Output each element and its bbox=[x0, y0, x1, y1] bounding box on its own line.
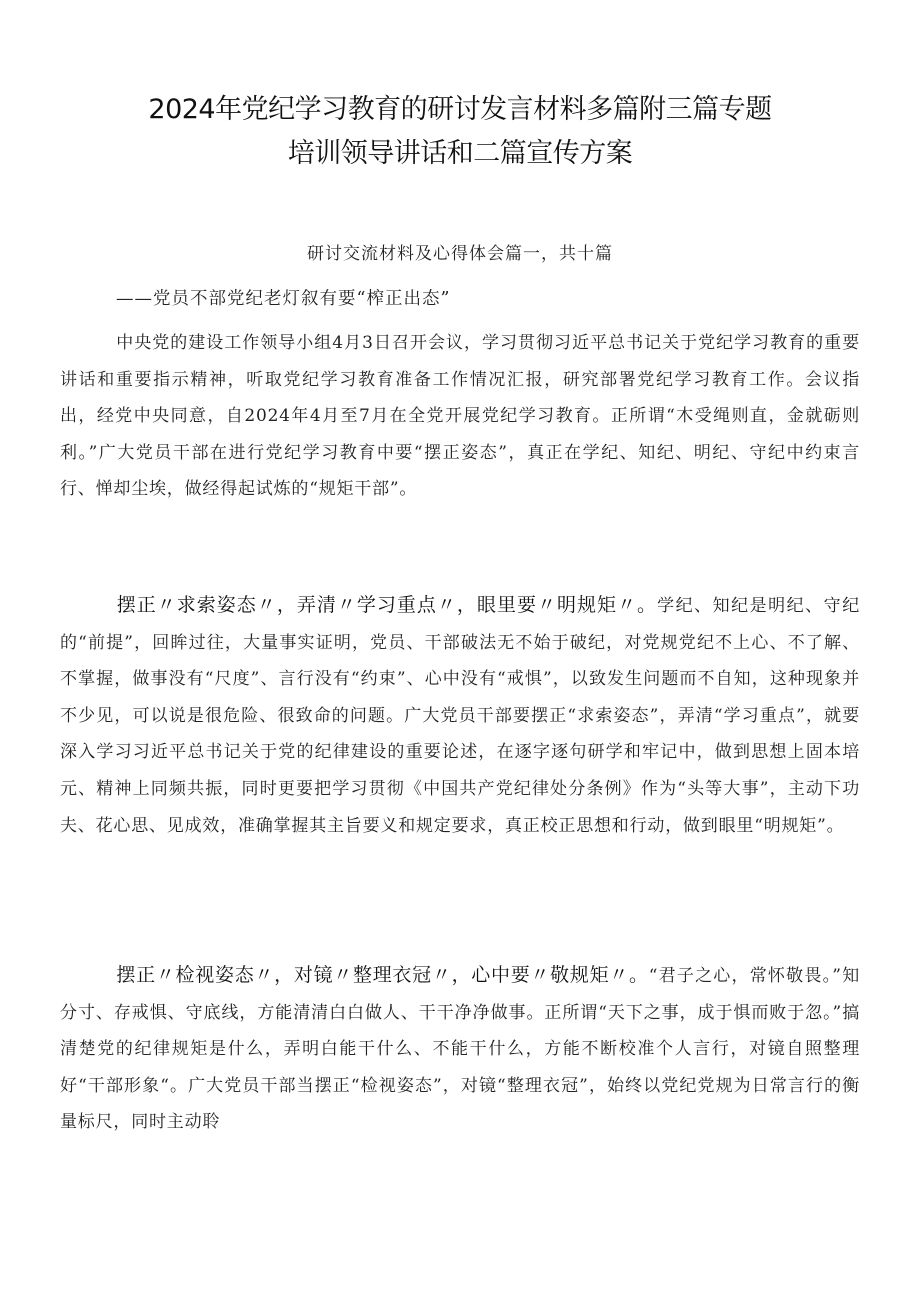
section-subtitle: 研讨交流材料及心得体会篇一，共十篇 bbox=[307, 244, 613, 264]
document-title-line-1: 2024年党纪学习教育的研讨发言材料多篇附三篇专题 bbox=[148, 94, 772, 125]
paragraph-2-text: 学纪、知纪是明纪、守纪的“前提”，回眸过往，大量事实证明，党员、干部破法无不始于破纪，对党规党纪不上心、不了解、不掌握，做事没有“尺度”、言行没有“约束”、心中没有“戒惧”，以致发生问题而不自知，这种现象并不少见，可以说是很危险、很致命的问题。广大党员干部要摆正“求索姿态”，弄清“学习重点”，就要深入学习习近平总书记关于党的纪律建设的重要论述，在逐字逐句研学和牢记中，做到思想上固本培元、精神上同频共振，同时更要把学习贯彻《中国共产党纪律处分条例》作为“头等大事”，主动下功夫、花心思、见成效，准确掌握其主旨要义和规定要求，真正校正思想和行动，做到眼里“明规矩”。 bbox=[60, 596, 860, 836]
paragraph-3-lead: 摆正〃检视姿态〃，对镜〃整理衣冠〃，心中要〃敬规矩〃。 bbox=[116, 964, 649, 986]
paragraph-3-text: “君子之心，常怀敬畏。”知分寸、存戒惧、守底线，方能清清白白做人、干干净净做事。正所谓“天下之事，成于惧而败于忽。”搞清楚党的纪律规矩是什么，弄明白能干什么、不能干什么，方能不断校准个人言行，对镜自照整理好“干部形象“。广大党员干部当摆正“检视姿态”，对镜“整理衣冠”，始终以党纪党规为日常言行的衡量标尺，同时主动聆 bbox=[60, 966, 860, 1133]
document-title-line-2: 培训领导讲话和二篇宣传方案 bbox=[287, 138, 633, 169]
paragraph-1-text: 中央党的建设工作领导小组4月3日召开会议，学习贯彻习近平总书记关于党纪学习教育的重要讲话和重要指示精神，听取党纪学习教育准备工作情况汇报，研究部署党纪学习教育工作。会议指出，经党中央同意，自2024年4月至7月在全党开展党纪学习教育。正所谓“木受绳则直，金就砺则利。”广大党员干部在进行党纪学习教育中要“摆正姿态”，真正在学纪、知纪、明纪、守纪中约束言行、惮却尘埃，做经得起试炼的“规矩干部”。 bbox=[60, 333, 860, 500]
paragraph-1 bbox=[60, 325, 860, 508]
paragraph-3 bbox=[60, 957, 860, 1141]
paragraph-2-lead: 摆正〃求索姿态〃，弄清〃学习重点〃，眼里要〃明规矩〃。 bbox=[116, 594, 658, 616]
section-dash-title: ——党员不部党纪老灯叙有要“榨正出态” bbox=[116, 289, 451, 309]
paragraph-2 bbox=[60, 587, 860, 844]
